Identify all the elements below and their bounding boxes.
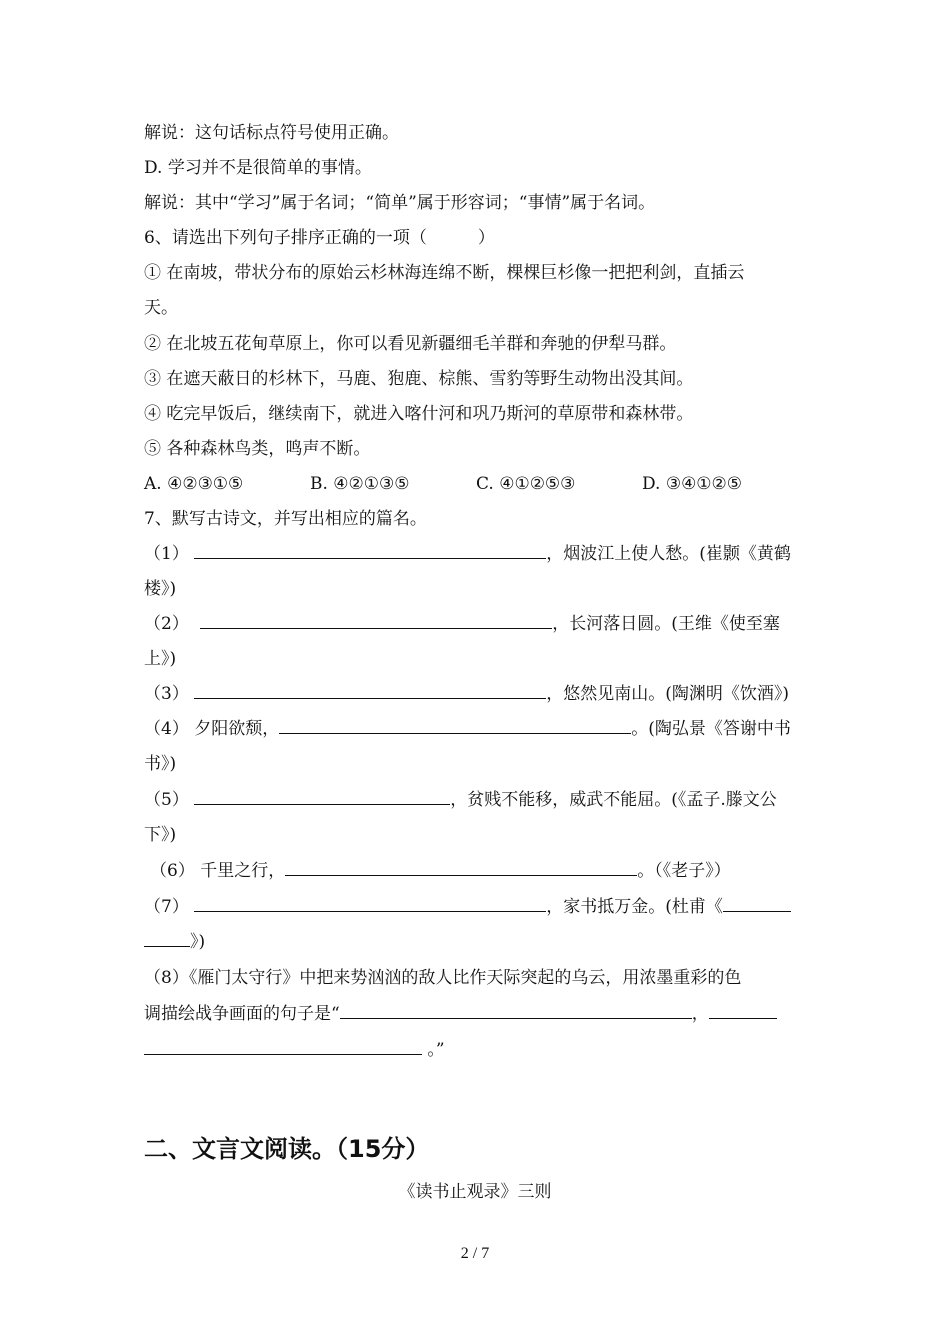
page-number: 2 / 7 [460, 1245, 490, 1262]
option-d[interactable]: D. ③④①②⑤ [642, 474, 743, 494]
poem-item-6 [150, 859, 731, 883]
punctuation: ， [691, 1004, 709, 1024]
option-b[interactable]: B. ④②①③⑤ [310, 474, 410, 494]
poem-item-5-cont: 下》) [144, 825, 177, 845]
fill-blank[interactable] [279, 717, 631, 734]
explanation-line: 解说：其中“学习”属于名词；“简单”属于形容词；“事情”属于名词。 [144, 193, 656, 213]
title-blank[interactable] [723, 895, 791, 912]
poem-item-4 [144, 717, 791, 741]
fill-blank[interactable] [200, 612, 552, 629]
item-number: （7） [144, 897, 189, 917]
sentence-1: ① 在南坡，带状分布的原始云杉林海连绵不断，棵棵巨杉像一把把利剑，直插云 [144, 263, 745, 283]
poem-line: 。(陶弘景《答谢中书 [631, 719, 791, 739]
item-number: （5） [144, 790, 189, 810]
poem-line: ，贫贱不能移，威武不能屈。(《孟子.滕文公 [450, 790, 777, 810]
poem-line: ，长河落日圆。(王维《使至塞 [552, 614, 780, 634]
poem-line: ，烟波江上使人愁。(崔颢《黄鹤 [546, 544, 791, 564]
item-number: （2） [144, 614, 189, 634]
poem-line: 。（《老子》） [637, 861, 731, 881]
fill-blank[interactable] [285, 859, 637, 876]
sentence-4: ④ 吃完早饭后，继续南下，就进入喀什河和巩乃斯河的草原带和森林带。 [144, 404, 694, 424]
fill-blank[interactable] [194, 895, 546, 912]
fill-blank[interactable] [194, 682, 546, 699]
poem-item-2-cont: 上》) [144, 649, 177, 669]
item-number: （1） [144, 544, 189, 564]
poem-item-1-cont: 楼》) [144, 579, 177, 599]
question-6: 6、请选出下列句子排序正确的一项（ ） [144, 228, 495, 248]
poem-item-5 [144, 788, 777, 812]
fill-blank[interactable] [709, 1002, 777, 1019]
poem-item-7-cont [144, 930, 205, 954]
fill-blank[interactable] [194, 542, 546, 559]
sentence-3: ③ 在遮天蔽日的杉林下，马鹿、狍鹿、棕熊、雪豹等野生动物出没其间。 [144, 369, 694, 389]
poem-line: 调描绘战争画面的句子是“ [144, 1004, 340, 1024]
poem-line: 》) [190, 932, 206, 952]
title-blank[interactable] [144, 930, 190, 947]
poem-item-4-cont: 书》) [144, 754, 177, 774]
sentence-1-cont: 天。 [144, 298, 178, 318]
section-heading: 二、文言文阅读。（15分） [144, 1135, 430, 1163]
punctuation: 。” [422, 1040, 445, 1060]
poem-line: （6） 千里之行， [150, 861, 286, 881]
poem-item-1 [144, 542, 791, 566]
sentence-2: ② 在北坡五花甸草原上，你可以看见新疆细毛羊群和奔驰的伊犁马群。 [144, 334, 677, 354]
option-c[interactable]: C. ④①②⑤③ [476, 474, 576, 494]
fill-blank[interactable] [340, 1002, 692, 1019]
poem-line: （4） 夕阳欲颓， [144, 719, 280, 739]
question-7: 7、默写古诗文，并写出相应的篇名。 [144, 509, 427, 529]
item-number: （3） [144, 684, 189, 704]
poem-item-8-end [144, 1038, 445, 1062]
fill-blank[interactable] [194, 788, 450, 805]
option-d-line: D. 学习并不是很简单的事情。 [144, 158, 372, 178]
option-a[interactable]: A. ④②③①⑤ [144, 474, 244, 494]
poem-line: ，悠然见南山。(陶渊明《饮酒》) [546, 684, 789, 704]
fill-blank[interactable] [144, 1038, 422, 1055]
poem-item-3 [144, 682, 789, 706]
answer-options [144, 472, 742, 496]
poem-line: ，家书抵万金。(杜甫《 [546, 897, 723, 917]
explanation-line: 解说：这句话标点符号使用正确。 [144, 123, 399, 143]
sentence-5: ⑤ 各种森林鸟类，鸣声不断。 [144, 439, 371, 459]
poem-item-8: （8）《雁门太守行》中把来势汹汹的敌人比作天际突起的乌云，用浓墨重彩的色 [144, 968, 742, 988]
passage-title: 《读书止观录》三则 [398, 1182, 552, 1202]
poem-item-2 [144, 612, 780, 636]
poem-item-8-cont [144, 1002, 777, 1026]
poem-item-7 [144, 895, 791, 919]
